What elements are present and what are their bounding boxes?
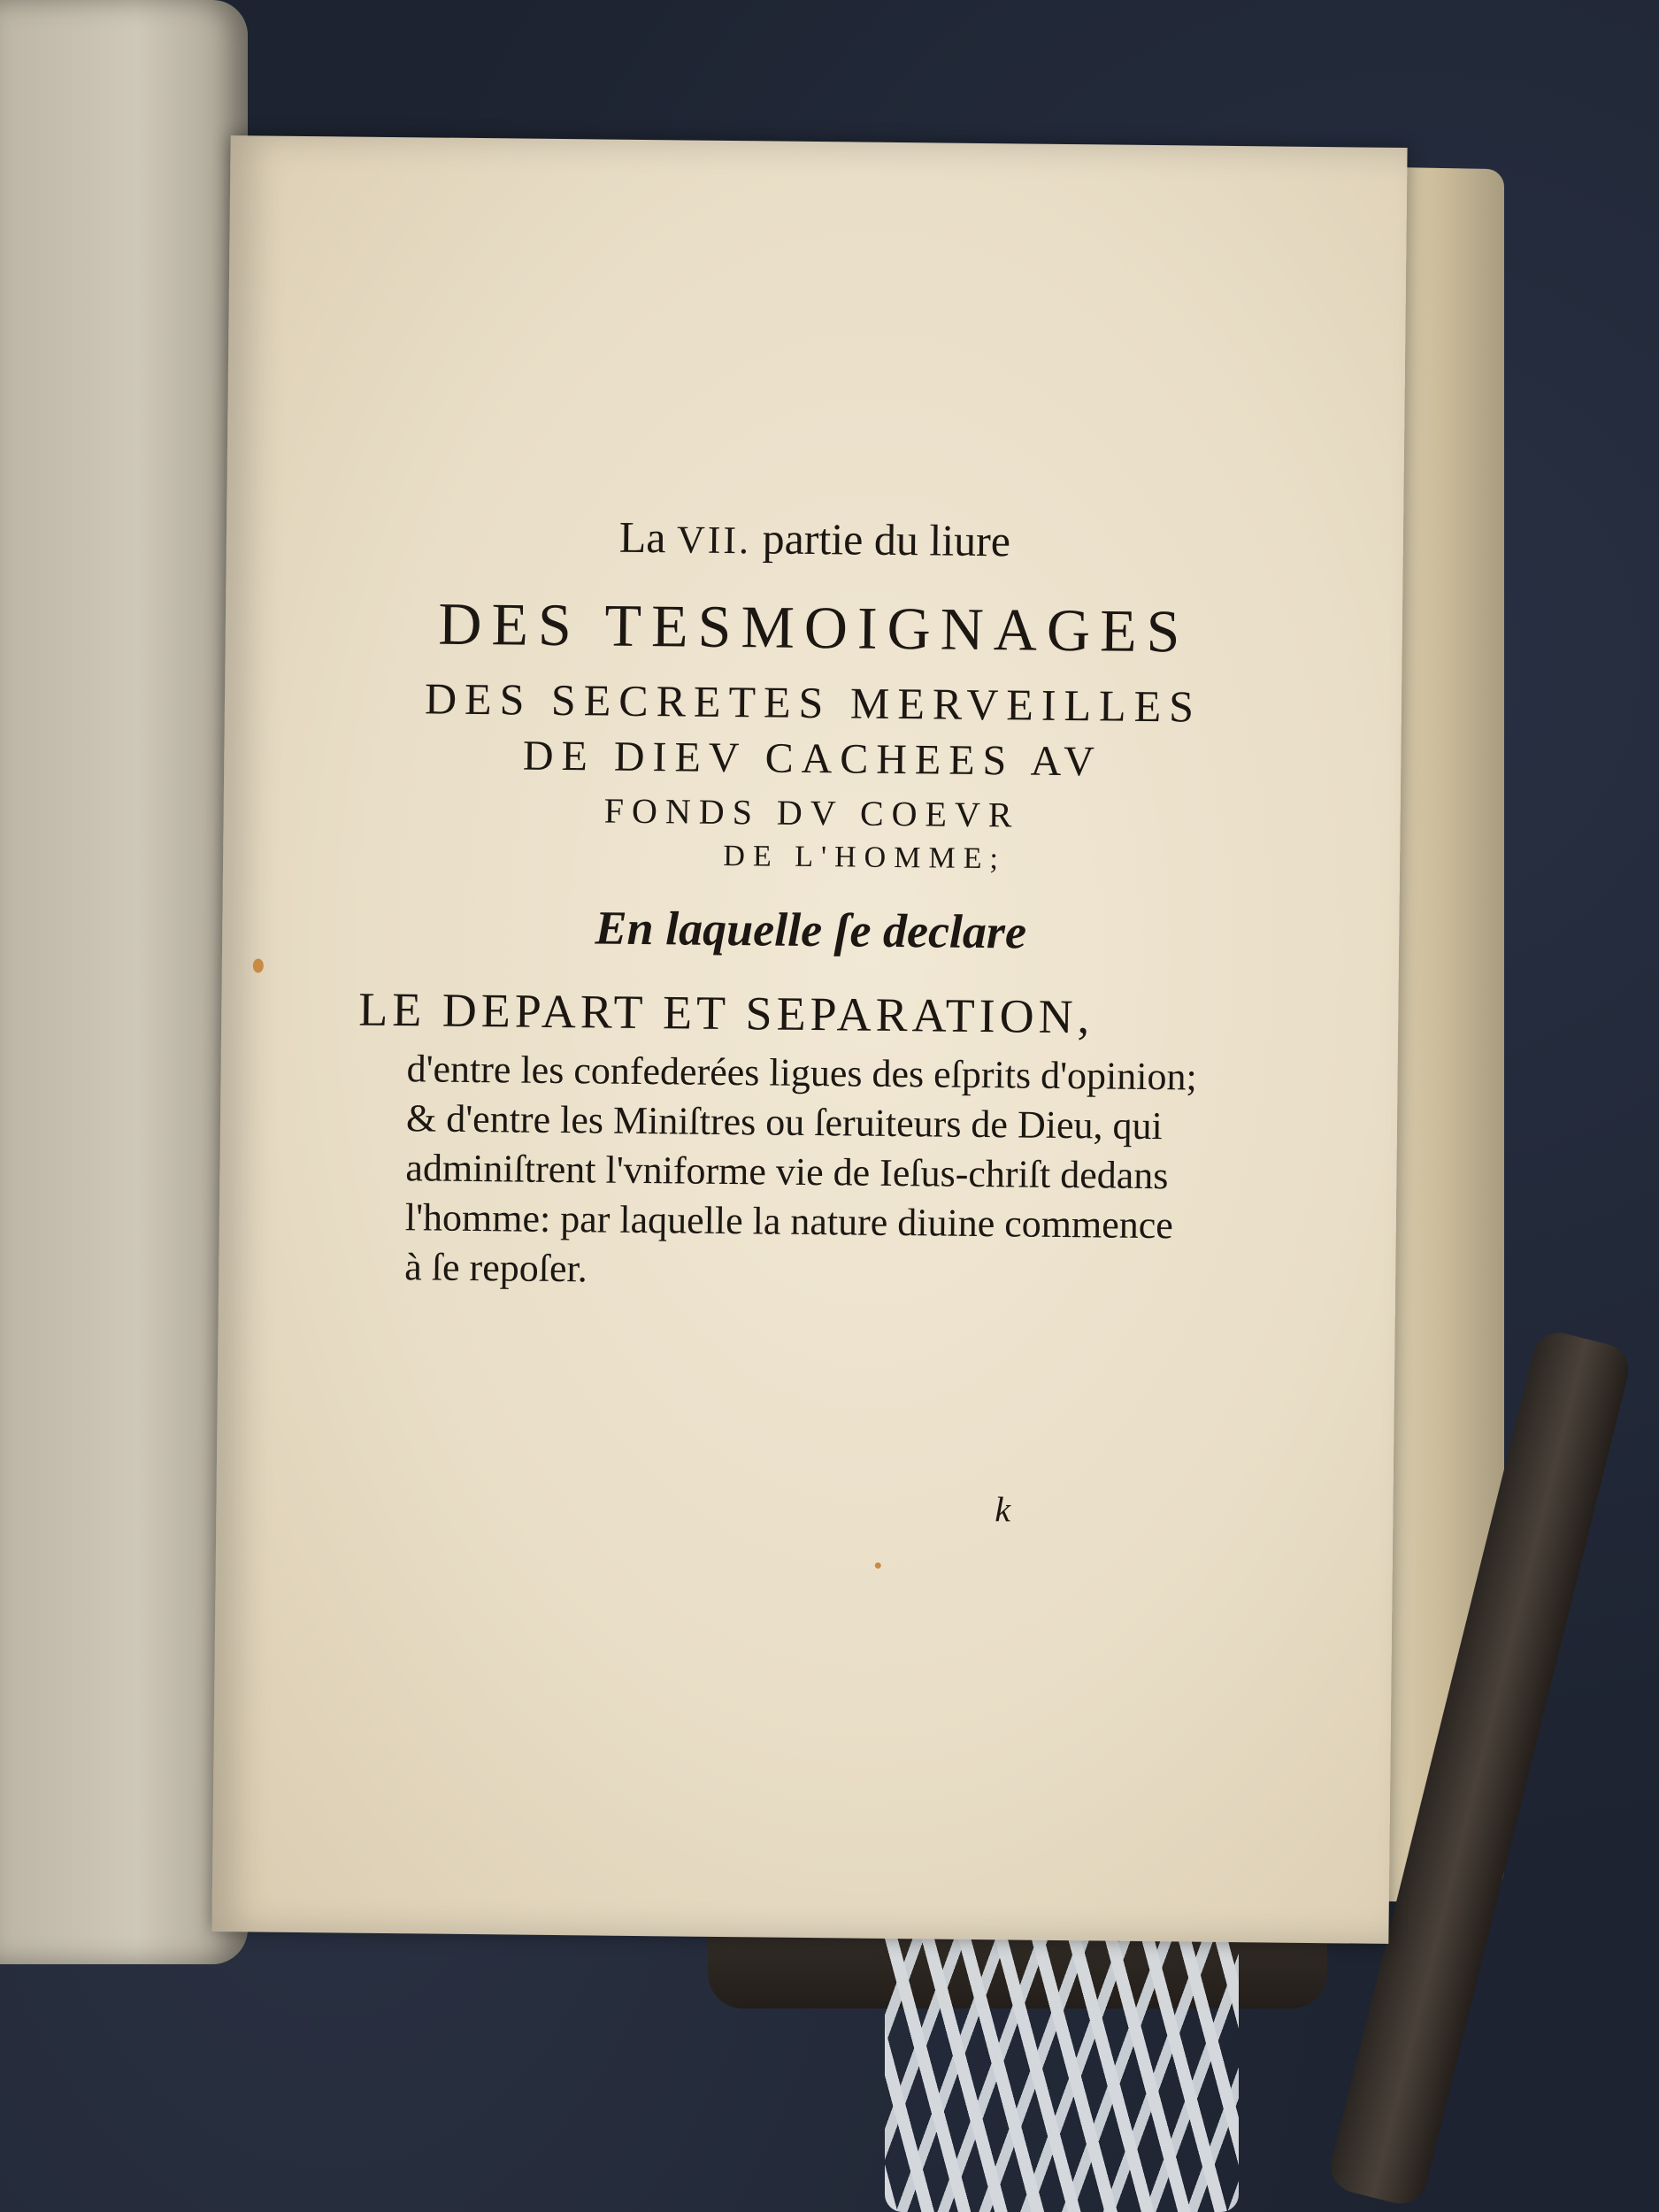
part-number: VII.	[676, 518, 752, 563]
signature-mark: k	[995, 1489, 1011, 1530]
body-line: l'homme: par laquelle la nature diuine commence	[404, 1195, 1174, 1248]
body-line: adminiſtrent l'vniforme vie de Ieſus-chriſt dedans	[405, 1146, 1169, 1198]
body-line: & d'entre les Miniſtres ou ſeruiteurs de Dieu, qui	[405, 1096, 1163, 1148]
part-line-suffix: partie du liure	[762, 513, 1011, 566]
left-page-bleed-text	[0, 120, 212, 128]
title-line-3: DE DIEV CACHEES AV	[522, 732, 1103, 786]
title-line-1: DES TESMOIGNAGES	[437, 589, 1190, 665]
left-page	[0, 0, 248, 1964]
tassel	[885, 1911, 1239, 2212]
body-text	[404, 1044, 1336, 1302]
foxing-spot	[875, 1563, 881, 1569]
subtitle: En laquelle ſe declare	[595, 901, 1027, 959]
body-line: à ſe repoſer.	[404, 1245, 588, 1291]
printed-content	[211, 135, 1407, 1944]
foxing-spot	[253, 958, 264, 972]
section-heading: LE DEPART ET SEPARATION,	[358, 982, 1094, 1044]
part-line-prefix: La	[618, 511, 666, 563]
title-line-2: DES SECRETES MERVEILLES	[424, 673, 1202, 732]
title-line-5: DE L'HOMME;	[723, 839, 1007, 876]
body-line: d'entre les confederées ligues des eſprits d'opinion;	[406, 1047, 1197, 1099]
title-page	[211, 135, 1407, 1944]
part-line	[227, 507, 1404, 571]
title-line-4: FONDS DV COEVR	[603, 790, 1020, 835]
